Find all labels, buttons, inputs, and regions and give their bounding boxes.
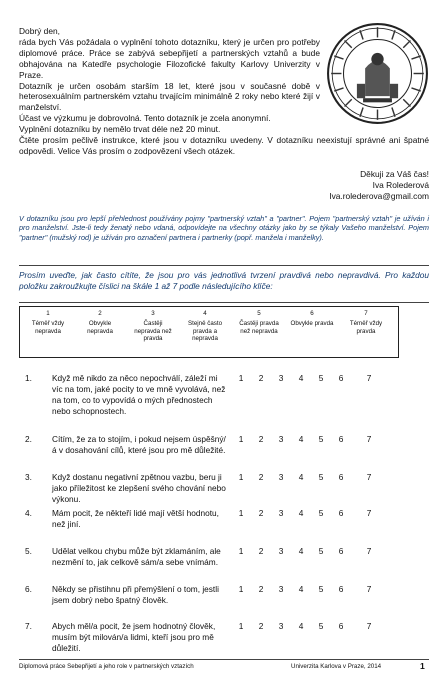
answer-option-3[interactable]: 3 [278, 621, 284, 631]
answer-option-1[interactable]: 1 [238, 373, 244, 383]
answer-option-6[interactable]: 6 [338, 584, 344, 594]
answer-option-3[interactable]: 3 [278, 434, 284, 444]
university-seal-icon [326, 22, 429, 125]
answer-option-3[interactable]: 3 [278, 508, 284, 518]
scale-item: 3 Častěji nepravda než pravda [134, 310, 172, 343]
answer-option-5[interactable]: 5 [318, 621, 324, 631]
answer-option-1[interactable]: 1 [238, 584, 244, 594]
answer-option-3[interactable]: 3 [278, 584, 284, 594]
thanks-line: Děkuji za Váš čas! [360, 169, 429, 179]
intro-paragraph-5: Čtěte prosím pečlivě instrukce, které jsou v dotazníku uvedeny. V dotazníku neexistují správné ani špatné odpovědi. Velice Vás prosím o zodpovězení všech otázek. [19, 135, 429, 156]
scale-item: 6 Obvykle pravda [290, 310, 334, 328]
item-text: Cítím, že za to stojím, i pokud nejsem úspěšný/á v dosahování cílů, které jsou pro mě důležité. [52, 434, 226, 455]
scale-item: 5 Častěji pravda než nepravda [239, 310, 279, 335]
answer-option-7[interactable]: 7 [366, 546, 372, 556]
answer-option-4[interactable]: 4 [298, 621, 304, 631]
answer-option-1[interactable]: 1 [238, 434, 244, 444]
item-number: 4. [25, 508, 32, 518]
page-number: 1 [420, 661, 425, 671]
answer-option-6[interactable]: 6 [338, 472, 344, 482]
footer-divider [19, 659, 429, 660]
answer-option-6[interactable]: 6 [338, 434, 344, 444]
answer-option-7[interactable]: 7 [366, 373, 372, 383]
answer-option-3[interactable]: 3 [278, 472, 284, 482]
answer-option-2[interactable]: 2 [258, 373, 264, 383]
intro-block [19, 26, 320, 113]
answer-option-6[interactable]: 6 [338, 546, 344, 556]
answer-option-6[interactable]: 6 [338, 373, 344, 383]
answer-option-6[interactable]: 6 [338, 508, 344, 518]
answer-option-5[interactable]: 5 [318, 508, 324, 518]
author-email: Iva.rolederova@gmail.com [329, 191, 429, 201]
answer-option-7[interactable]: 7 [366, 434, 372, 444]
scale-item: 1 Téměř vždy nepravda [31, 310, 65, 335]
item-number: 5. [25, 546, 32, 556]
answer-option-4[interactable]: 4 [298, 546, 304, 556]
answer-option-5[interactable]: 5 [318, 584, 324, 594]
scale-key [19, 306, 399, 358]
scale-item: 4 Stejně často pravda a nepravda [187, 310, 223, 343]
answer-option-2[interactable]: 2 [258, 472, 264, 482]
item-text: Když mě nikdo za něco nepochválí, záleží mi víc na tom, jaké pocity to ve mně vyvolává, než na tom, co to vypovídá o mých přednostech nebo schopnostech. [52, 373, 226, 416]
answer-option-7[interactable]: 7 [366, 508, 372, 518]
intro-line-3: Účast ve výzkumu je dobrovolná. Tento dotazník je zcela anonymní. [19, 113, 271, 123]
answer-option-5[interactable]: 5 [318, 546, 324, 556]
instructions: Prosím uveďte, jak často cítíte, že jsou pro vás jednotlivá tvrzení pravdivá nebo nepravdivá. Pro každou položku zakroužkujte číslici na škále 1 až 7 podle následujícího klíče: [19, 270, 429, 291]
terminology-note: V dotazníku jsou pro lepší přehlednost používány pojmy "partnerský vztah" a "partner". Pojem "partnerský vztah" je užíván i pro manželství. Jste-li tedy ženatý nebo vdaná, odpovídejte na všechny otázky jako by se týkaly Vašeho manželství. Pojem "partner" (mužský rod) je užíván pro označení partnera i partnerky (popř. manžela i manželky). [19, 214, 429, 242]
answer-option-7[interactable]: 7 [366, 584, 372, 594]
answer-option-2[interactable]: 2 [258, 546, 264, 556]
answer-option-4[interactable]: 4 [298, 472, 304, 482]
answer-option-2[interactable]: 2 [258, 508, 264, 518]
section-divider [19, 302, 429, 303]
answer-option-3[interactable]: 3 [278, 373, 284, 383]
answer-option-5[interactable]: 5 [318, 434, 324, 444]
answer-option-5[interactable]: 5 [318, 472, 324, 482]
answer-option-5[interactable]: 5 [318, 373, 324, 383]
item-number: 3. [25, 472, 32, 482]
answer-option-7[interactable]: 7 [366, 621, 372, 631]
greeting: Dobrý den, [19, 26, 60, 36]
item-text: Abych měl/a pocit, že jsem hodnotný člověk, musím být milován/a lidmi, kteří jsou pro mě důležití. [52, 621, 216, 653]
intro-paragraph-2: Dotazník je určen osobám starším 18 let, které jsou v současné době v heterosexuálním partnerském vztahu trvajícím minimálně 2 roky nebo které žijí v manželství. [19, 80, 320, 113]
item-number: 7. [25, 621, 32, 631]
answer-option-1[interactable]: 1 [238, 472, 244, 482]
item-number: 1. [25, 373, 32, 383]
intro-line-4: Vyplnění dotazníku by nemělo trvat déle než 20 minut. [19, 124, 221, 134]
intro-paragraph-1: ráda bych Vás požádala o vyplnění tohoto dotazníku, který je určen pro potřeby diplomové práce. Práce se zabývá sebepřijetí a partnerských vztahů a bude obhajována na Katedře psychologie Filozofické fakulty Karlovy Univerzity v Praze. [19, 36, 320, 80]
answer-option-4[interactable]: 4 [298, 434, 304, 444]
answer-option-7[interactable]: 7 [366, 472, 372, 482]
answer-option-2[interactable]: 2 [258, 434, 264, 444]
answer-option-4[interactable]: 4 [298, 508, 304, 518]
item-text: Někdy se přistihnu při přemýšlení o tom, jestli jsem dobrý nebo špatný člověk. [52, 584, 219, 605]
item-text: Udělat velkou chybu může být zklamáním, ale nezmění to, jak celkově sám/a sebe vnímám. [52, 546, 221, 567]
answer-option-4[interactable]: 4 [298, 584, 304, 594]
answer-option-1[interactable]: 1 [238, 621, 244, 631]
answer-option-1[interactable]: 1 [238, 508, 244, 518]
section-divider [19, 265, 429, 266]
item-number: 6. [25, 584, 32, 594]
answer-option-4[interactable]: 4 [298, 373, 304, 383]
item-text: Když dostanu negativní zpětnou vazbu, beru ji jako příležitost ke zlepšení svého chování nebo výkonu. [52, 472, 226, 504]
scale-item: 2 Obvykle nepravda [87, 310, 113, 335]
answer-option-2[interactable]: 2 [258, 584, 264, 594]
answer-option-3[interactable]: 3 [278, 546, 284, 556]
footer-thesis-title: Diplomová práce Sebepřijetí a jeho role v partnerských vztazích [19, 663, 194, 670]
answer-option-2[interactable]: 2 [258, 621, 264, 631]
item-number: 2. [25, 434, 32, 444]
footer-university: Univerzita Karlova v Praze, 2014 [291, 663, 382, 670]
author-name: Iva Rolederová [372, 180, 429, 190]
answer-option-6[interactable]: 6 [338, 621, 344, 631]
scale-item: 7 Téměř vždy pravda [349, 310, 383, 335]
answer-option-1[interactable]: 1 [238, 546, 244, 556]
item-text: Mám pocit, že někteří lidé mají větší hodnotu, než jiní. [52, 508, 219, 529]
